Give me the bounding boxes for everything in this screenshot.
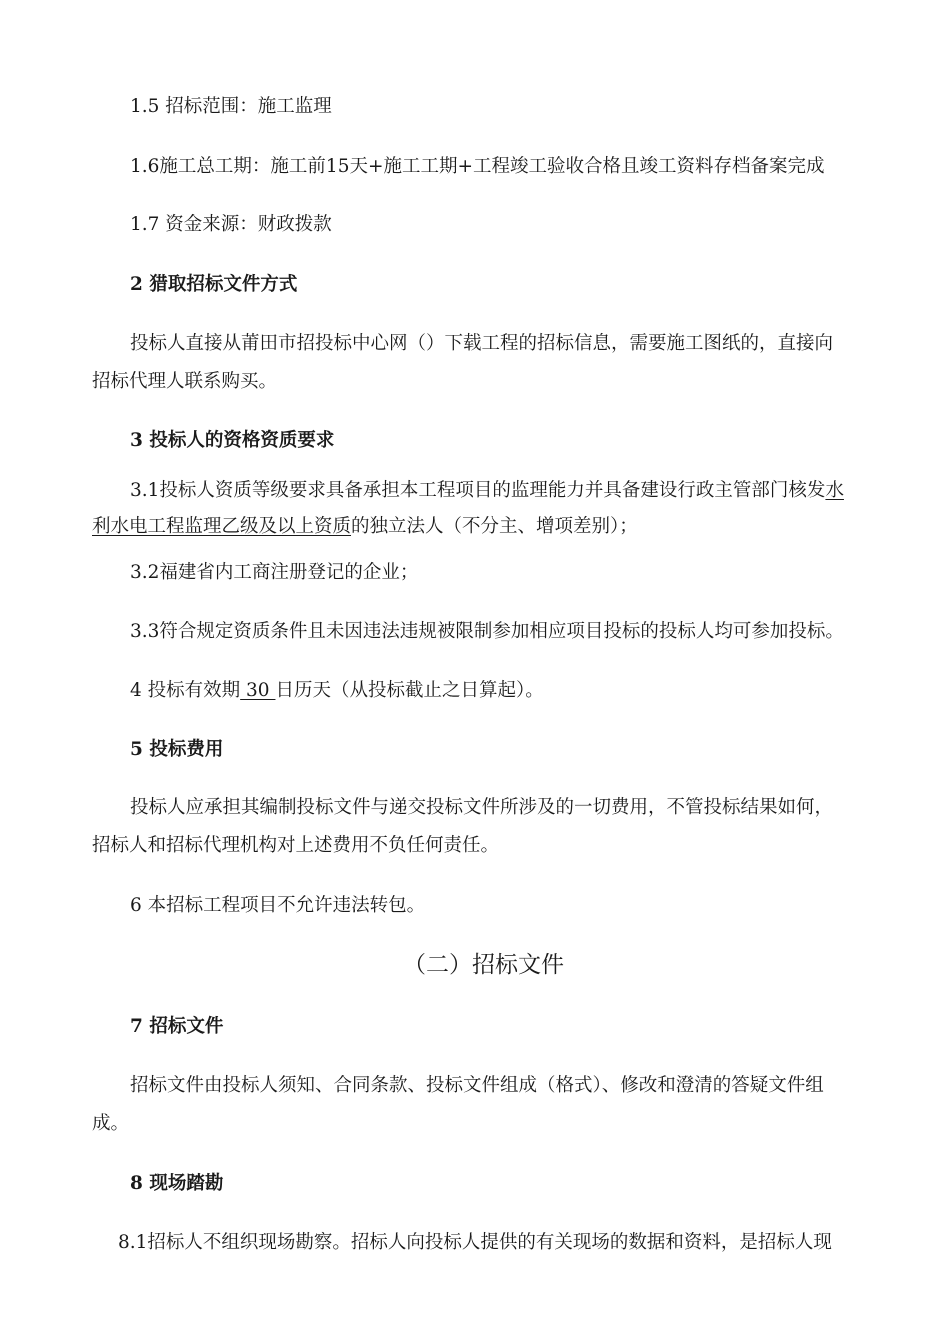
qualification-underline-start: 水: [825, 480, 844, 501]
paragraph-5-line-2: 招标人和招标代理机构对上述费用不负任何责任。: [92, 835, 500, 856]
section-title: （二）招标文件: [403, 952, 564, 978]
clause-3-3: 3.3符合规定资质条件且未因违法违规被限制参加相应项目投标的投标人均可参加投标。: [130, 621, 844, 642]
clause-4-label: 4 投标有效期: [130, 680, 241, 701]
clause-1-5: 1.5 招标范围：施工监理: [130, 96, 332, 117]
paragraph-2-line-1: 投标人直接从莆田市招投标中心网（）下载工程的招标信息，需要施工图纸的，直接向: [130, 333, 834, 354]
paragraph-7-line-1: 招标文件由投标人须知、合同条款、投标文件组成（格式）、修改和澄清的答疑文件组: [130, 1075, 824, 1096]
paragraph-7-line-2: 成。: [92, 1113, 130, 1134]
clause-3-1-line-2: [92, 514, 638, 540]
clause-8-1: 8.1招标人不组织现场勘察。招标人向投标人提供的有关现场的数据和资料，是招标人现: [118, 1232, 832, 1253]
heading-3: 3 投标人的资格资质要求: [130, 430, 335, 451]
clause-1-7: 1.7 资金来源：财政拨款: [130, 214, 332, 235]
clause-4-tail: 日历天（从投标截止之日算起）。: [275, 680, 544, 701]
clause-3-1-tail: 的独立法人（不分主、增项差别）；: [351, 516, 638, 537]
clause-3-1-text: 3.1投标人资质等级要求具备承担本工程项目的监理能力并具备建设行政主管部门核发: [130, 480, 826, 501]
paragraph-2-line-2: 招标代理人联系购买。: [92, 371, 278, 392]
clause-3-2: 3.2福建省内工商注册登记的企业；: [130, 562, 419, 583]
validity-days: 30: [240, 680, 276, 701]
heading-7: 7 招标文件: [130, 1016, 224, 1037]
qualification-underline: 利水电工程监理乙级及以上资质: [92, 516, 352, 537]
clause-3-1-line-1: [130, 478, 844, 504]
heading-8: 8 现场踏勘: [130, 1173, 224, 1194]
paragraph-5-line-1: 投标人应承担其编制投标文件与递交投标文件所涉及的一切费用，不管投标结果如何，: [130, 797, 834, 818]
clause-1-6: 1.6施工总工期：施工前15天+施工工期+工程竣工验收合格且竣工资料存档备案完成: [130, 156, 825, 177]
heading-5: 5 投标费用: [130, 739, 224, 760]
heading-2: 2 猎取招标文件方式: [130, 274, 298, 295]
clause-6: 6 本招标工程项目不允许违法转包。: [130, 895, 426, 916]
clause-4: [130, 678, 544, 704]
